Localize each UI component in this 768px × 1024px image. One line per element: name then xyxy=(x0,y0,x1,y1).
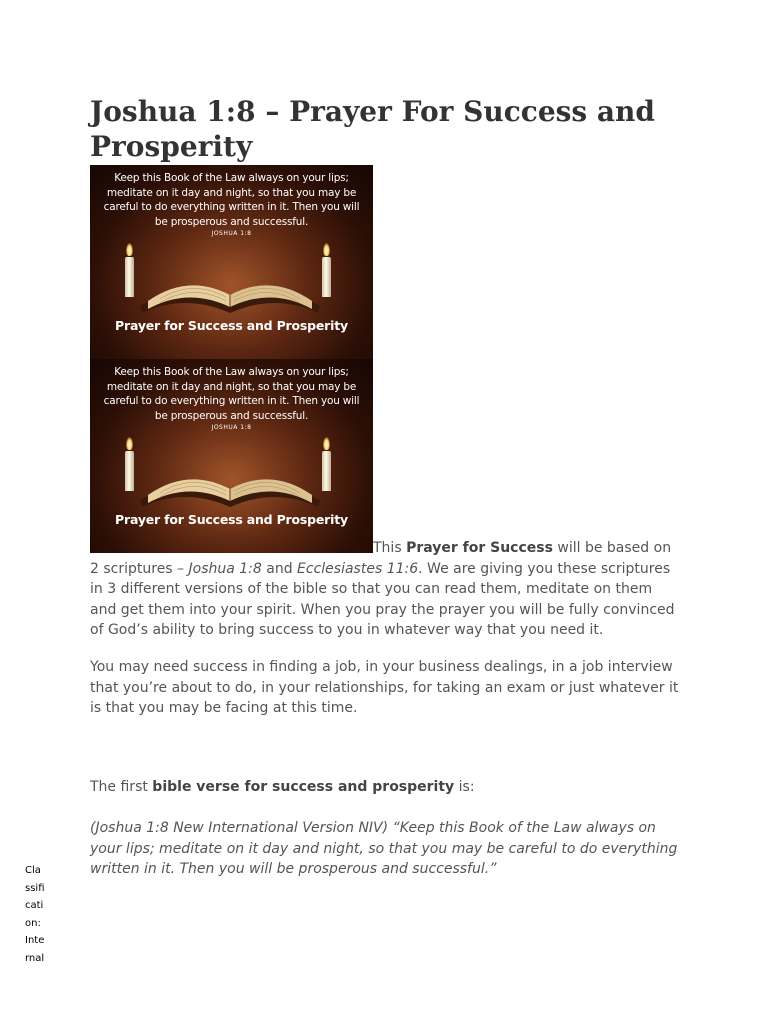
italic-ecclesiastes-ref: Ecclesiastes 11:6 xyxy=(297,560,419,577)
prayer-poster-bottom xyxy=(90,359,373,553)
needs-paragraph: You may need success in finding a job, in your business dealings, in a job interview that you’re about to do, in your relationships, for taking an exam or just whatever it is that you may be facing at this time. xyxy=(90,659,679,716)
poster-caption: Prayer for Success and Prosperity xyxy=(115,512,348,527)
prayer-image-stack xyxy=(90,165,373,553)
italic-joshua-ref: Joshua 1:8 xyxy=(188,560,262,577)
open-book-icon xyxy=(130,261,330,321)
prayer-poster-top xyxy=(90,165,373,359)
classification-label: Classification: Internal xyxy=(25,865,45,964)
first-verse-intro: The first bible verse for success and prosperity is: xyxy=(90,779,475,795)
bold-bible-verse-phrase: bible verse for success and prosperity xyxy=(152,779,455,795)
poster-quote: Keep this Book of the Law always on your lips; meditate on it day and night, so that you may be careful to do everything written in it. Then you will be prosperous and successful. xyxy=(103,366,360,422)
verse-quote: (Joshua 1:8 New International Version NIV) “Keep this Book of the Law always on your lips; meditate on it day and night, so that you may be careful to do everything written in it. Then you will be prosperous and successful.” xyxy=(90,820,678,877)
poster-reference: JOSHUA 1:8 xyxy=(211,424,252,431)
bold-prayer-for-success: Prayer for Success xyxy=(406,540,553,556)
page-title: Joshua 1:8 – Prayer For Success and Prosperity xyxy=(90,95,655,163)
poster-caption: Prayer for Success and Prosperity xyxy=(115,318,348,333)
poster-reference: JOSHUA 1:8 xyxy=(211,230,252,237)
open-book-icon xyxy=(130,455,330,515)
intro-paragraph: This Prayer for Success will be based on 2 scriptures – Joshua 1:8 and Ecclesiastes 11:6. We are giving you these scriptures in 3 different versions of the bible so that you can read them, meditate on them and get them into your spirit. When you pray the prayer you will be fully convinced of God’s ability to bring success to you in whatever way that you need it. xyxy=(90,540,675,638)
poster-quote: Keep this Book of the Law always on your lips; meditate on it day and night, so that you may be careful to do everything written in it. Then you will be prosperous and successful. xyxy=(103,172,360,228)
